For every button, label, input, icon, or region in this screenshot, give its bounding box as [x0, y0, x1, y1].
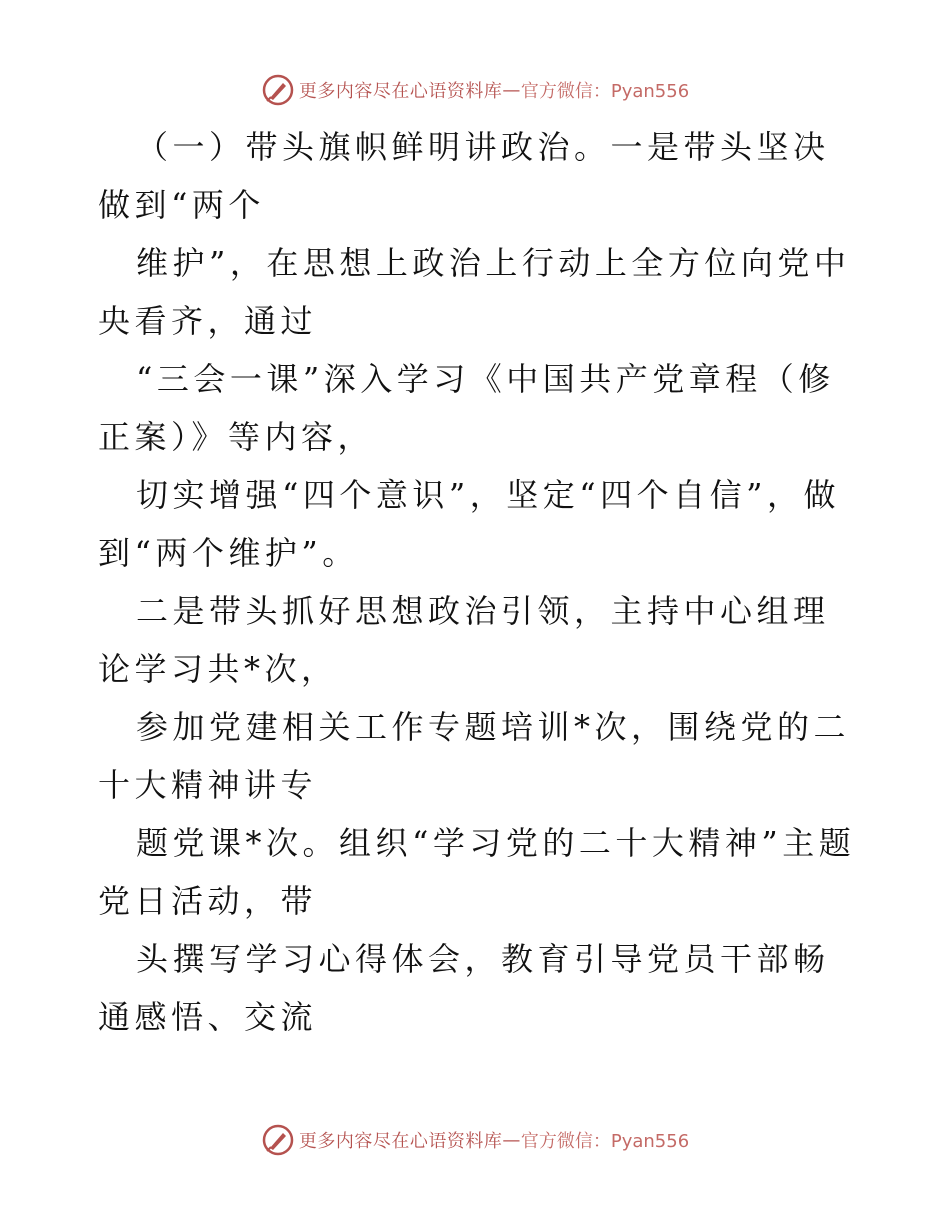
header-dash: —: [502, 79, 521, 101]
footer-wechat-text: 官方微信：Pyan556: [520, 1131, 690, 1152]
quill-logo-icon: [261, 1123, 295, 1157]
paragraph-6: 参加党建相关工作专题培训*次，围绕党的二十大精神讲专: [98, 708, 851, 804]
footer-dash: —: [502, 1129, 521, 1151]
paragraph-1: （一）带头旗帜鲜明讲政治。一是带头坚决做到“两个: [98, 128, 830, 224]
document-body: [98, 118, 858, 1046]
quill-logo-icon: [261, 73, 295, 107]
paragraph-8: 头撰写学习心得体会，教育引导党员干部畅通感悟、交流: [98, 940, 830, 1036]
paragraph-3: “三会一课”深入学习《中国共产党章程（修正案）》等内容，: [98, 360, 835, 456]
header-watermark: [0, 70, 950, 110]
paragraph-4: 切实增强“四个意识”，坚定“四个自信”，做到“两个维护”。: [98, 476, 840, 572]
paragraph-2: 维护”，在思想上政治上行动上全方位向党中央看齐，通过: [98, 244, 851, 340]
paragraph-5: 二是带头抓好思想政治引领，主持中心组理论学习共*次，: [98, 592, 830, 688]
header-site-text: 更多内容尽在心语资料库: [298, 81, 503, 102]
header-wechat-text: 官方微信：Pyan556: [520, 81, 690, 102]
paragraph-7: 题党课*次。组织“学习党的二十大精神”主题党日活动，带: [98, 824, 856, 920]
footer-site-text: 更多内容尽在心语资料库: [298, 1131, 503, 1152]
footer-watermark: [0, 1120, 950, 1160]
